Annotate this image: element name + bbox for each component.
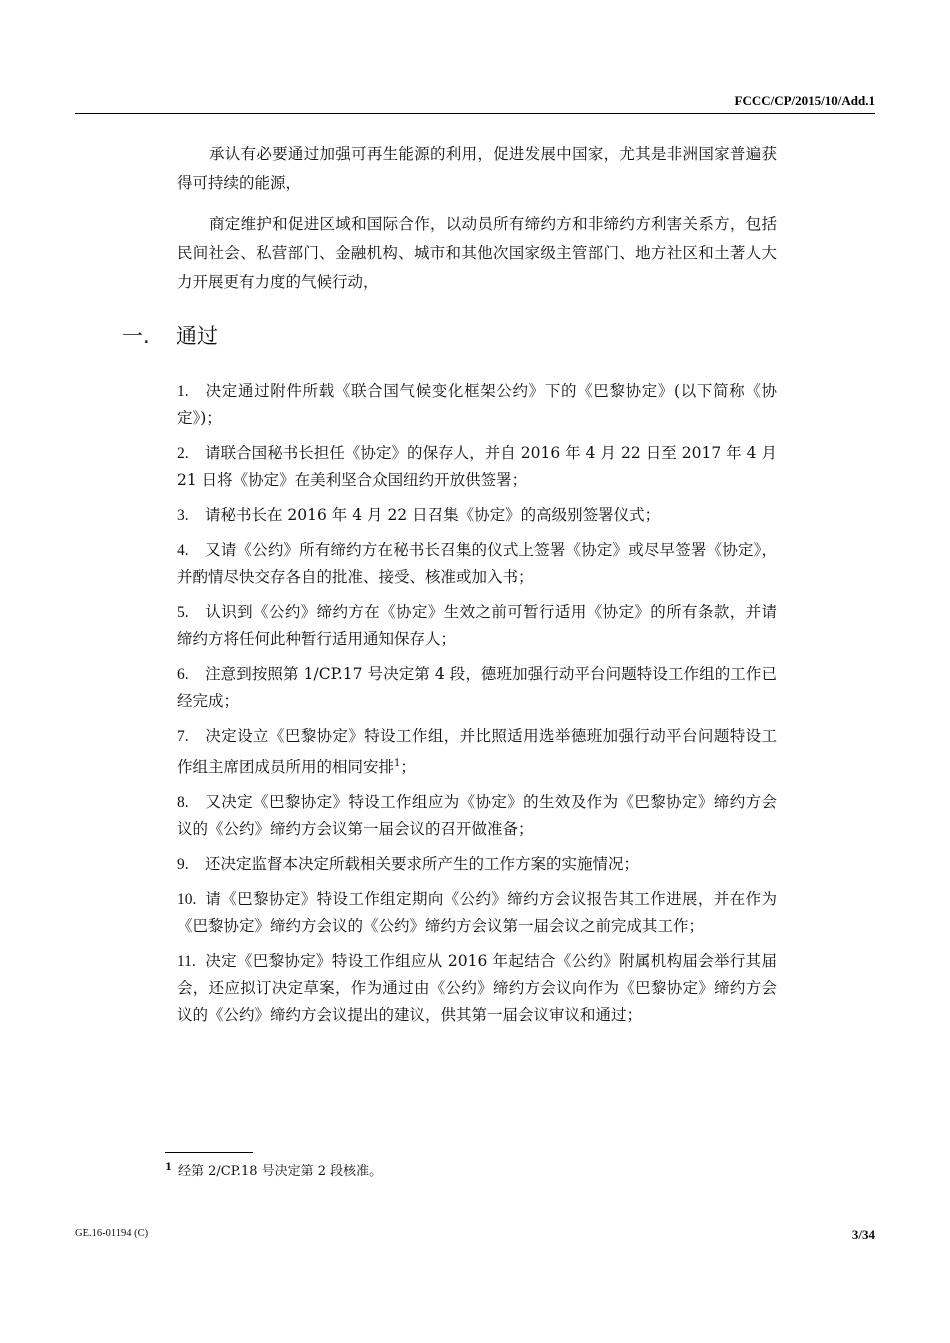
paragraph-text: 又请《公约》所有缔约方在秘书长召集的仪式上签署《协定》或尽早签署《协定》，并酌情尽快交存各自的批准、接受、核准或加入书； (177, 541, 777, 586)
footnote (165, 1160, 382, 1179)
numbered-paragraph (177, 440, 777, 494)
paragraph-number: 5. (177, 604, 189, 621)
numbered-paragraph (177, 378, 777, 432)
paragraph-text: 还决定监督本决定所载相关要求所产生的工作方案的实施情况； (205, 855, 640, 874)
paragraph-number: 9. (177, 856, 189, 874)
section-number: 一. (122, 324, 150, 348)
paragraph-text: 请秘书长在 2016 年 4 月 22 日召集《协定》的高级别签署仪式； (205, 506, 661, 524)
numbered-paragraph (177, 948, 777, 1029)
paragraph-text: 请联合国秘书长担任《协定》的保存人，并自 2016 年 4 月 22 日至 2017 年 4 月 21 日将《协定》在美利坚合众国纽约开放供签署； (177, 444, 777, 489)
document-symbol: FCCC/CP/2015/10/Add.1 (734, 93, 875, 108)
paragraph-text: 决定设立《巴黎协定》特设工作组，并比照适用选举德班加强行动平台问题特设工作组主席团成员所用的相同安排 (177, 727, 777, 777)
footnote-reference[interactable]: 1 (394, 758, 401, 769)
numbered-paragraph (177, 502, 777, 529)
paragraph-number: 1. (177, 383, 189, 400)
page-number: 3/34 (851, 1227, 875, 1242)
paragraph-number: 6. (177, 666, 189, 683)
paragraph-number: 10. (177, 891, 197, 909)
job-number: GE.16-01194 (C) (75, 1228, 149, 1239)
numbered-paragraph (177, 851, 777, 878)
numbered-paragraph (177, 789, 777, 843)
preamble-paragraph: 承认有必要通过加强可再生能源的利用，促进发展中国家，尤其是非洲国家普遍获得可持续的能源， (177, 145, 777, 192)
section-title: 通过 (176, 324, 218, 348)
paragraph-text: 注意到按照第 1/CP.17 号决定第 4 段，德班加强行动平台问题特设工作组的工作已经完成； (177, 665, 777, 710)
numbered-paragraph (177, 886, 777, 940)
footnote-marker: 1 (165, 1161, 172, 1173)
preamble (177, 140, 777, 309)
paragraph-text: 决定通过附件所载《联合国气候变化框架公约》下的《巴黎协定》(以下简称《协定》)； (177, 382, 777, 427)
footnote-rule (165, 1152, 253, 1153)
paragraph-text: 请《巴黎协定》特设工作组定期向《公约》缔约方会议报告其工作进展，并在作为《巴黎协定》缔约方会议的《公约》缔约方会议第一届会议之前完成其工作； (177, 890, 777, 936)
numbered-paragraph (177, 723, 777, 781)
header-rule (75, 113, 875, 114)
section-heading (122, 320, 218, 350)
preamble-paragraph: 商定维护和促进区域和国际合作，以动员所有缔约方和非缔约方利害关系方，包括民间社会、私营部门、金融机构、城市和其他次国家级主管部门、地方社区和土著人大力开展更有力度的气候行动， (177, 215, 777, 291)
paragraph-text-tail: ； (400, 758, 416, 777)
footnote-text: 经第 2/CP.18 号决定第 2 段核准。 (177, 1164, 383, 1179)
paragraph-number: 4. (177, 542, 189, 559)
paragraph-text: 决定《巴黎协定》特设工作组应从 2016 年起结合《公约》附属机构届会举行其届会，还应拟订决定草案，作为通过由《公约》缔约方会议向作为《巴黎协定》缔约方会议的《公约》缔约方会议提出的建议，供其第一届会议审议和通过； (177, 952, 777, 1025)
numbered-paragraph (177, 599, 777, 653)
paragraph-text: 又决定《巴黎协定》特设工作组应为《协定》的生效及作为《巴黎协定》缔约方会议的《公约》缔约方会议第一届会议的召开做准备； (177, 793, 777, 839)
paragraph-number: 2. (177, 445, 189, 462)
paragraph-text: 认识到《公约》缔约方在《协定》生效之前可暂行适用《协定》的所有条款，并请缔约方将任何此种暂行适用通知保存人； (177, 603, 777, 648)
paragraph-list (177, 378, 777, 1037)
paragraph-number: 11. (177, 953, 196, 971)
paragraph-number: 7. (177, 728, 189, 745)
numbered-paragraph (177, 661, 777, 715)
paragraph-number: 3. (177, 507, 189, 524)
numbered-paragraph (177, 537, 777, 591)
paragraph-number: 8. (177, 794, 189, 812)
